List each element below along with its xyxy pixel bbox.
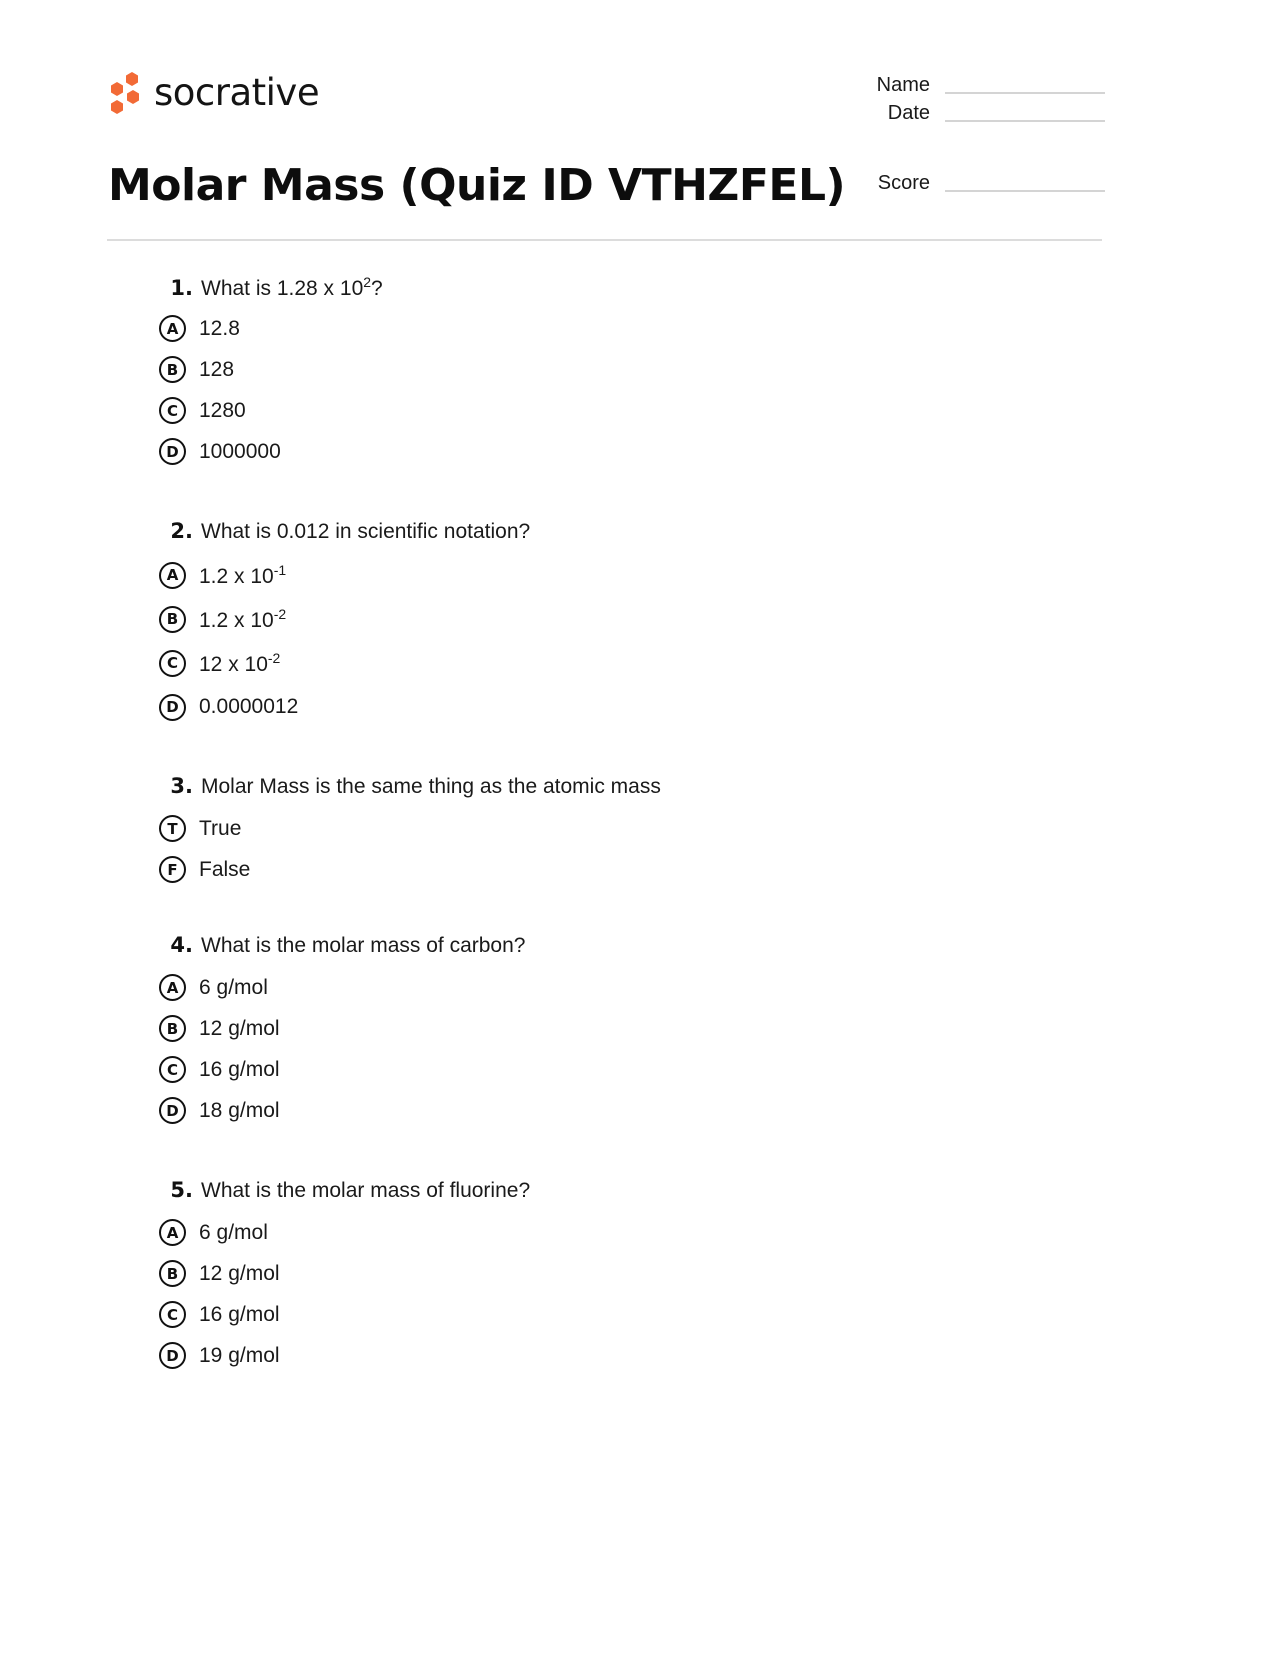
question-text: Molar Mass is the same thing as the atomic mass — [201, 775, 661, 798]
option-text: 6 g/mol — [199, 975, 268, 999]
option-b[interactable] — [158, 597, 1058, 641]
score-field[interactable] — [860, 172, 1105, 195]
option-text: 12.8 — [199, 316, 240, 340]
option-b[interactable] — [158, 349, 1058, 390]
question-3 — [158, 774, 1058, 890]
option-text: 1.2 x $10^{-1}$ — [199, 561, 287, 588]
option-letter-badge: C — [159, 1301, 186, 1328]
option-text: 1000000 — [199, 439, 281, 463]
question-header — [158, 274, 1058, 308]
option-letter-badge: F — [159, 856, 186, 883]
option-letter-badge: A — [159, 315, 186, 342]
question-number: 4. — [170, 933, 193, 957]
date-line[interactable] — [945, 119, 1105, 122]
option-c[interactable] — [158, 1294, 1058, 1335]
option-text: 1280 — [199, 398, 246, 422]
option-d[interactable] — [158, 1090, 1058, 1131]
option-c[interactable] — [158, 1049, 1058, 1090]
option-letter-badge: B — [159, 606, 186, 633]
option-letter-badge: A — [159, 1219, 186, 1246]
question-5 — [158, 1178, 1058, 1376]
question-text: What is 0.012 in scientific notation? — [201, 520, 531, 543]
option-c[interactable] — [158, 641, 1058, 685]
question-1 — [158, 274, 1058, 472]
option-text: 18 g/mol — [199, 1098, 280, 1122]
score-label: Score — [877, 172, 930, 194]
option-b[interactable] — [158, 1008, 1058, 1049]
option-text: 16 g/mol — [199, 1057, 280, 1081]
question-text: What is the molar mass of fluorine? — [201, 1179, 531, 1202]
question-header — [158, 519, 1058, 553]
option-text: 12 x $10^{-2}$ — [199, 649, 281, 676]
question-number: 5. — [170, 1178, 193, 1202]
name-field[interactable] — [860, 74, 1105, 97]
option-letter-badge: B — [159, 1015, 186, 1042]
header-divider — [107, 239, 1102, 241]
brand-name: socrative — [154, 70, 320, 114]
option-text: False — [199, 857, 251, 881]
option-letter-badge: B — [159, 356, 186, 383]
question-4 — [158, 933, 1058, 1131]
option-d[interactable] — [158, 431, 1058, 472]
option-letter-badge: D — [159, 694, 186, 721]
option-text: 12 g/mol — [199, 1261, 280, 1285]
option-letter-badge: D — [159, 1342, 186, 1369]
option-b[interactable] — [158, 1253, 1058, 1294]
option-text: True — [199, 816, 242, 840]
name-line[interactable] — [945, 91, 1105, 94]
option-a[interactable] — [158, 308, 1058, 349]
option-c[interactable] — [158, 390, 1058, 431]
question-number: 3. — [170, 774, 193, 798]
question-header — [158, 933, 1058, 967]
option-letter-badge: T — [159, 815, 186, 842]
option-text: 128 — [199, 357, 235, 381]
question-text: What is the molar mass of carbon? — [201, 934, 526, 957]
question-number: 2. — [170, 519, 193, 543]
option-text: 16 g/mol — [199, 1302, 280, 1326]
option-text: 0.0000012 — [199, 695, 299, 718]
socrative-logo — [107, 70, 319, 118]
option-a[interactable] — [158, 967, 1058, 1008]
option-letter-badge: C — [159, 1056, 186, 1083]
question-header — [158, 774, 1058, 808]
question-text: What is 1.28 x $10^2$? — [201, 274, 383, 300]
option-letter-badge: C — [159, 397, 186, 424]
option-letter-badge: A — [159, 562, 186, 589]
option-text: 6 g/mol — [199, 1220, 268, 1244]
option-letter-badge: C — [159, 650, 186, 677]
page-title: Molar Mass (Quiz ID VTHZFEL) — [108, 160, 846, 211]
option-a[interactable] — [158, 553, 1058, 597]
score-line[interactable] — [945, 189, 1105, 192]
option-letter-badge: D — [159, 1097, 186, 1124]
question-2 — [158, 519, 1058, 729]
option-text: 12 g/mol — [199, 1016, 280, 1040]
option-letter-badge: A — [159, 974, 186, 1001]
hexagon-cluster-icon — [107, 70, 145, 118]
question-number: 1. — [170, 276, 193, 300]
option-text: 1.2 x $10^{-2}$ — [199, 605, 287, 632]
question-header — [158, 1178, 1058, 1212]
date-label: Date — [887, 102, 930, 124]
option-true[interactable] — [158, 808, 1058, 849]
option-a[interactable] — [158, 1212, 1058, 1253]
name-label: Name — [876, 74, 930, 96]
option-d[interactable] — [158, 685, 1058, 729]
option-false[interactable] — [158, 849, 1058, 890]
option-d[interactable] — [158, 1335, 1058, 1376]
option-letter-badge: D — [159, 438, 186, 465]
option-text: 19 g/mol — [199, 1343, 280, 1367]
option-letter-badge: B — [159, 1260, 186, 1287]
date-field[interactable] — [860, 102, 1105, 125]
